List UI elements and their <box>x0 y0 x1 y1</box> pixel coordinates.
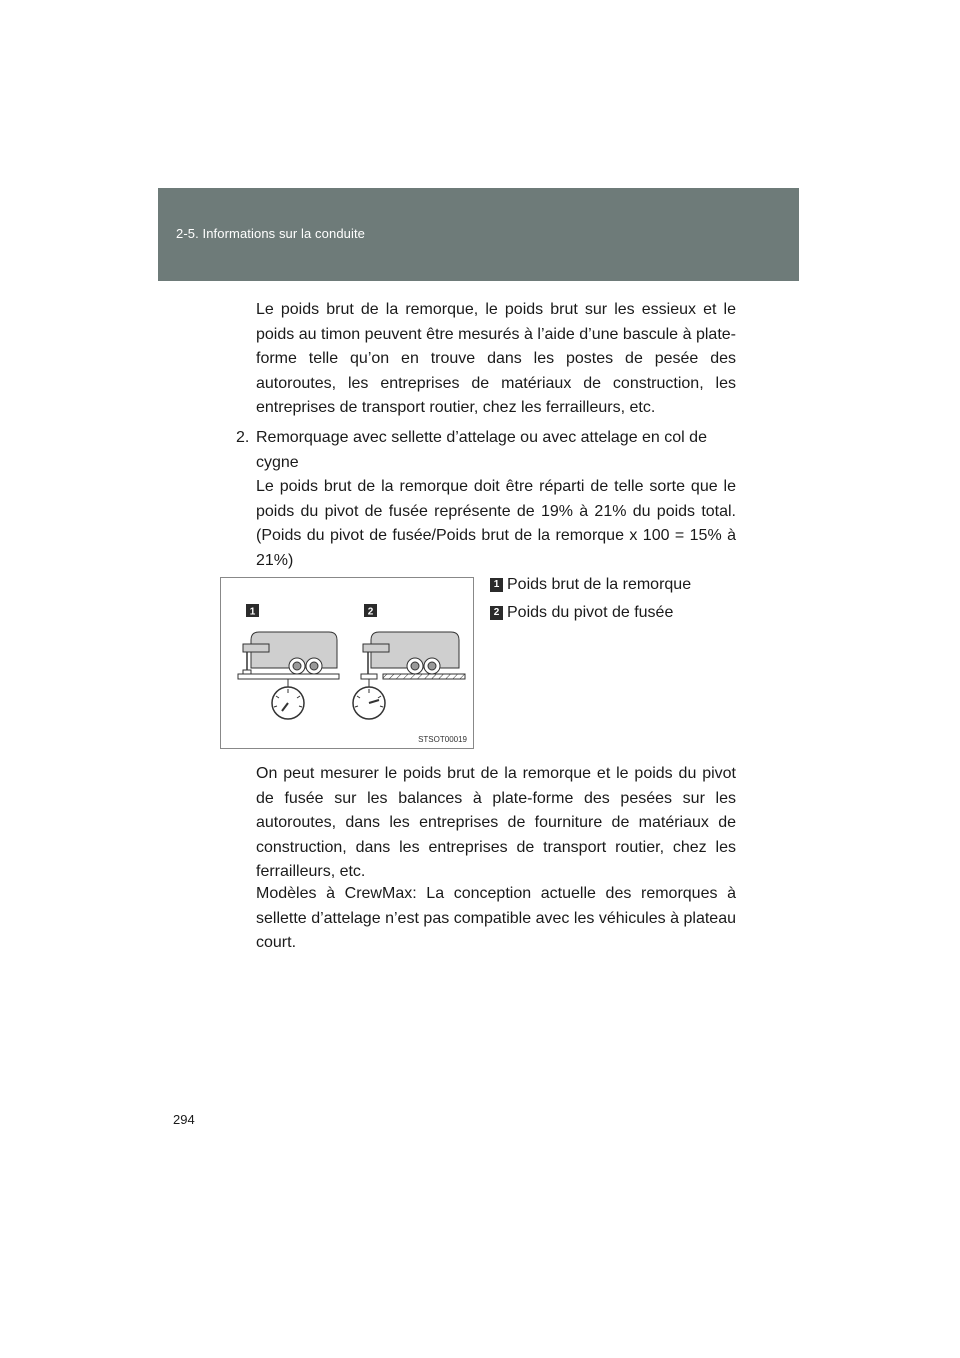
intro-paragraph: Le poids brut de la remorque, le poids brut sur les essieux et le poids au timon peuvent être mesurés à l’aide d’une bascule à plate-forme telle qu’on en trouve dans les postes de pesée des autoroutes, les entreprises de matériaux de construction, les entreprises de transport routier, chez les ferrailleurs, etc. <box>256 301 736 416</box>
trailer-2 <box>363 632 459 674</box>
list-item-2 <box>236 426 736 573</box>
list-item-title <box>236 426 736 451</box>
list-item-body: Le poids brut de la remorque doit être réparti de telle sorte que le poids du pivot de fusée représente de 19% à 21% du poids total. (Poids du pivot de fusée/Poids brut de la remorque x 100 = 15% à 21%) <box>256 478 736 569</box>
ground-surface <box>383 674 465 679</box>
section-title: 2-5. Informations sur la conduite <box>176 226 366 241</box>
figure-code: STSOT00019 <box>418 735 467 744</box>
figure-badge-1-label: 1 <box>249 606 256 618</box>
weighing-illustration <box>220 577 474 749</box>
section-header <box>158 188 799 281</box>
list-item-title-line2: cygne <box>256 453 299 471</box>
figure-legend <box>490 571 750 627</box>
figure-badge-2-label: 2 <box>367 606 374 618</box>
platform-scale-1 <box>238 674 339 679</box>
list-item-number: 2. <box>236 429 250 446</box>
crewmax-paragraph: Modèles à CrewMax: La conception actuelle des remorques à sellette d’attelage n’est pas compatible avec les véhicules à plateau court. <box>256 885 736 951</box>
platform-scale-2 <box>361 674 377 679</box>
legend-label-1: Poids brut de la remorque <box>507 576 692 593</box>
scale-gauge-2 <box>353 687 385 719</box>
trailer-1 <box>243 632 337 676</box>
legend-badge-2: 2 <box>490 606 503 620</box>
page-number: 294 <box>173 1112 195 1127</box>
legend-item-1 <box>490 571 750 599</box>
legend-label-2: Poids du pivot de fusée <box>507 604 674 621</box>
list-item-title-line1: Remorquage avec sellette d’attelage ou avec attelage en col de <box>256 429 707 446</box>
scale-gauge-1 <box>272 687 304 719</box>
legend-item-2 <box>490 599 750 627</box>
trailer-scale-drawing <box>221 578 475 750</box>
legend-badge-1: 1 <box>490 578 503 592</box>
scales-paragraph: On peut mesurer le poids brut de la remorque et le poids du pivot de fusée sur les balances à plate-forme des pesées sur les autoroutes, dans les entreprises de fourniture de matériaux de construction, dans les entreprises de transport routier, chez les ferrailleurs, etc. <box>256 765 736 880</box>
